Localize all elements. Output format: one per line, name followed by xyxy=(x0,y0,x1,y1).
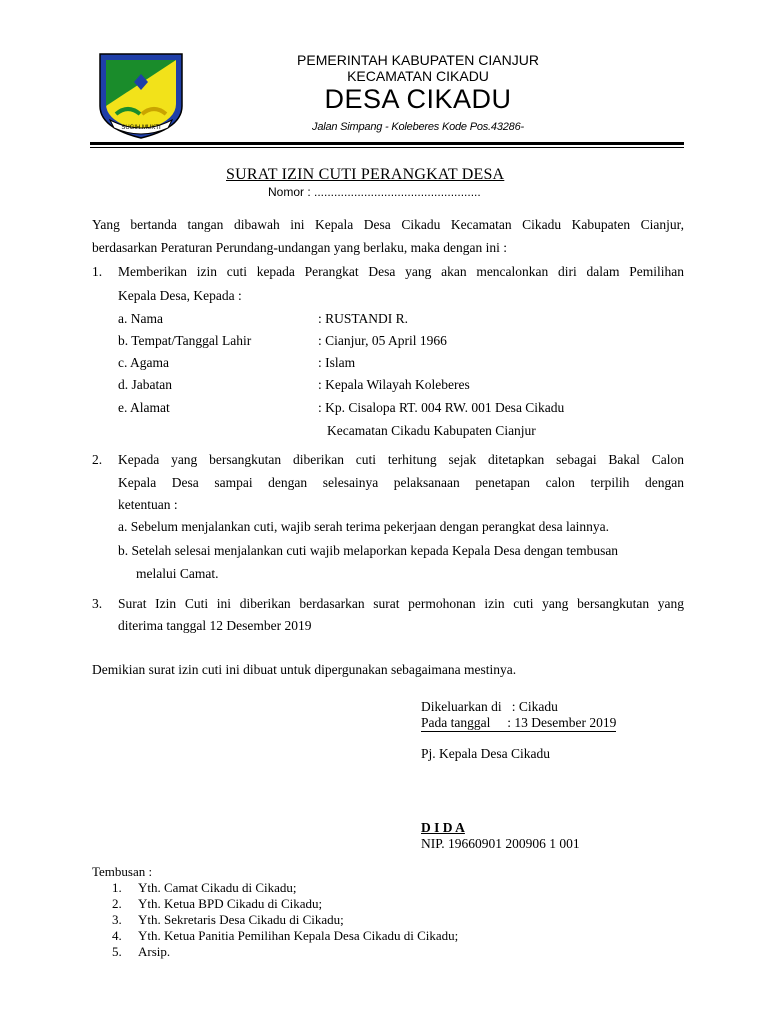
tembusan-item: Arsip. xyxy=(138,944,171,959)
identity-address-line-2: Kecamatan Cikadu Kabupaten Cianjur xyxy=(327,423,536,438)
point-3-line-2: diterima tanggal 12 Desember 2019 xyxy=(118,618,312,633)
identity-address-value: : Kp. Cisalopa RT. 004 RW. 001 Desa Cikadu xyxy=(318,400,565,415)
issued-at: Dikeluarkan di : Cikadu xyxy=(421,699,558,714)
point-2-line-3: ketentuan : xyxy=(118,497,178,512)
identity-name-value: : RUSTANDI R. xyxy=(318,311,409,326)
identity-position-label: d. Jabatan xyxy=(118,377,172,392)
tembusan-number: 3. xyxy=(112,912,122,927)
point-2-item-a: a. Sebelum menjalankan cuti, wajib serah terima pekerjaan dengan perangkat desa lainnya. xyxy=(118,519,610,534)
tembusan-label: Tembusan : xyxy=(92,864,153,879)
point-2-line-2: Kepala Desa sampai dengan selesainya pelaksanaan penetapan calon terpilih dengan xyxy=(118,475,684,490)
tembusan-item: Yth. Ketua BPD Cikadu di Cikadu; xyxy=(138,896,323,911)
identity-position-value: : Kepala Wilayah Koleberes xyxy=(318,377,470,392)
signer-nip: NIP. 19660901 200906 1 001 xyxy=(421,836,580,851)
tembusan-item: Yth. Camat Cikadu di Cikadu; xyxy=(138,880,297,895)
identity-birth-value: : Cianjur, 05 April 1966 xyxy=(318,333,447,348)
tembusan-number: 4. xyxy=(112,928,122,943)
tembusan-item: Yth. Ketua Panitia Pemilihan Kepala Desa Cikadu di Cikadu; xyxy=(138,928,459,943)
point-2-item-b-line-2: melalui Camat. xyxy=(136,566,219,581)
intro-line-2: berdasarkan Peraturan Perundang-undangan yang berlaku, maka dengan ini : xyxy=(92,240,507,255)
point-2-item-b-line-1: b. Setelah selesai menjalankan cuti wajib melaporkan kepada Kepala Desa dengan tembusan xyxy=(118,543,619,558)
header-government: PEMERINTAH KABUPATEN CIANJUR xyxy=(297,52,539,68)
document-title: SURAT IZIN CUTI PERANGKAT DESA xyxy=(226,166,505,183)
point-1-number: 1. xyxy=(92,264,103,279)
point-2-number: 2. xyxy=(92,452,103,467)
identity-birth-label: b. Tempat/Tanggal Lahir xyxy=(118,333,252,348)
village-emblem-logo xyxy=(96,48,186,140)
point-1-line-2: Kepala Desa, Kepada : xyxy=(118,288,242,303)
point-3-number: 3. xyxy=(92,596,103,611)
tembusan-number: 1. xyxy=(112,880,122,895)
tembusan-number: 2. xyxy=(112,896,122,911)
header-district: KECAMATAN CIKADU xyxy=(347,68,489,84)
identity-religion-value: : Islam xyxy=(318,355,356,370)
point-1-line-1: Memberikan izin cuti kepada Perangkat Desa yang akan mencalonkan diri dalam Pemilihan xyxy=(118,264,684,279)
header-village: DESA CIKADU xyxy=(324,84,512,114)
identity-name-label: a. Nama xyxy=(118,311,163,326)
header-address: Jalan Simpang - Koleberes Kode Pos.43286- xyxy=(312,121,524,133)
signer-position: Pj. Kepala Desa Cikadu xyxy=(421,746,550,761)
point-3-line-1: Surat Izin Cuti ini diberikan berdasarkan surat permohonan izin cuti yang bersangkutan yang xyxy=(118,596,684,611)
header-rule-thick xyxy=(90,142,684,145)
header-rule-thin xyxy=(90,147,684,148)
tembusan-number: 5. xyxy=(112,944,122,959)
tembusan-item: Yth. Sekretaris Desa Cikadu di Cikadu; xyxy=(138,912,344,927)
closing-sentence: Demikian surat izin cuti ini dibuat untuk dipergunakan sebagaimana mestinya. xyxy=(92,662,517,677)
issued-date: Pada tanggal : 13 Desember 2019 xyxy=(421,715,617,730)
signer-name: D I D A xyxy=(421,820,465,835)
logo-motto: SUGIH MUKTI xyxy=(121,125,161,131)
intro-line-1: Yang bertanda tangan dibawah ini Kepala Desa Cikadu Kecamatan Cikadu Kabupaten Cianjur, xyxy=(92,217,684,232)
identity-religion-label: c. Agama xyxy=(118,355,169,370)
identity-address-label: e. Alamat xyxy=(118,400,170,415)
point-2-line-1: Kepada yang bersangkutan diberikan cuti terhitung sejak ditetapkan sebagai Bakal Calon xyxy=(118,452,684,467)
document-number: Nomor : .................................................. xyxy=(268,185,481,199)
